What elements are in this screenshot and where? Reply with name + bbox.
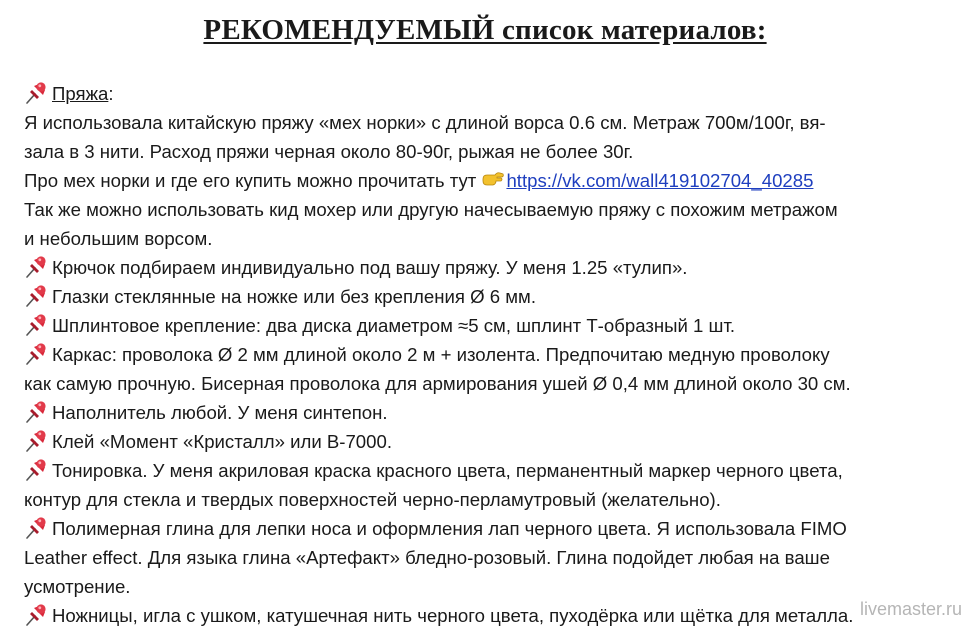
list-item-joint bbox=[24, 311, 964, 340]
eyes-text: Глазки стеклянные на ножке или без крепления Ø 6 мм. bbox=[52, 286, 536, 307]
glue-text: Клей «Момент «Кристалл» или В-7000. bbox=[52, 431, 392, 452]
joint-text: Шплинтовое крепление: два диска диаметром ≈5 см, шплинт Т-образный 1 шт. bbox=[52, 315, 736, 336]
pushpin-icon bbox=[24, 255, 48, 279]
list-item-frame bbox=[24, 340, 964, 369]
filler-text: Наполнитель любой. У меня синтепон. bbox=[52, 402, 388, 423]
toning-text: Тонировка. У меня акриловая краска красного цвета, перманентный маркер черного цвета, bbox=[52, 460, 843, 481]
hook-text: Крючок подбираем индивидуально под вашу пряжу. У меня 1.25 «тулип». bbox=[52, 257, 688, 278]
pushpin-icon bbox=[24, 342, 48, 366]
yarn-text-line: Так же можно использовать кид мохер или другую начесываемую пряжу с похожим метражом bbox=[24, 199, 838, 220]
pointing-hand-icon bbox=[481, 170, 505, 188]
tools-text: Ножницы, игла с ушком, катушечная нить черного цвета, пуходёрка или щётка для металла. bbox=[52, 605, 854, 626]
yarn-label: Пряжа bbox=[52, 83, 109, 104]
pushpin-icon bbox=[24, 313, 48, 337]
watermark: livemaster.ru bbox=[859, 599, 962, 619]
yarn-colon: : bbox=[108, 83, 114, 104]
pushpin-icon bbox=[24, 458, 48, 482]
pushpin-icon bbox=[24, 603, 48, 627]
yarn-text-line: и небольшим ворсом. bbox=[24, 228, 213, 249]
yarn-text-line bbox=[24, 166, 964, 195]
pushpin-icon bbox=[24, 429, 48, 453]
list-item-eyes bbox=[24, 282, 964, 311]
clay-text-line: Leather effect. Для языка глина «Артефакт» бледно-розовый. Глина подойдет любая на ваше bbox=[24, 547, 830, 568]
page-title: РЕКОМЕНДУЕМЫЙ список материалов: bbox=[203, 14, 767, 46]
frame-text: Каркас: проволока Ø 2 мм длиной около 2 м + изолента. Предпочитаю медную проволоку bbox=[52, 344, 830, 365]
pushpin-icon bbox=[24, 284, 48, 308]
yarn-text-line: зала в 3 нити. Расход пряжи черная около 80-90г, рыжая не более 30г. bbox=[24, 141, 634, 162]
clay-text: Полимерная глина для лепки носа и оформления лап черного цвета. Я использовала FIMO bbox=[52, 518, 847, 539]
clay-text-line: усмотрение. bbox=[24, 576, 131, 597]
list-item-hook bbox=[24, 253, 964, 282]
frame-text-line: как самую прочную. Бисерная проволока для армирования ушей Ø 0,4 мм длиной около 30 см. bbox=[24, 373, 851, 394]
pushpin-icon bbox=[24, 81, 48, 105]
materials-list bbox=[24, 79, 964, 630]
list-item-toning bbox=[24, 456, 964, 485]
pushpin-icon bbox=[24, 516, 48, 540]
yarn-text-line: Я использовала китайскую пряжу «мех норки» с длиной ворса 0.6 см. Метраж 700м/100г, вя- bbox=[24, 112, 826, 133]
toning-text-line: контур для стекла и твердых поверхностей черно-перламутровый (желательно). bbox=[24, 489, 721, 510]
yarn-link-intro: Про мех норки и где его купить можно прочитать тут bbox=[24, 170, 482, 191]
list-item-yarn bbox=[24, 79, 964, 108]
list-item-glue bbox=[24, 427, 964, 456]
vk-link[interactable]: https://vk.com/wall419102704_40285 bbox=[506, 170, 814, 191]
list-item-filler bbox=[24, 398, 964, 427]
list-item-clay bbox=[24, 514, 964, 543]
pushpin-icon bbox=[24, 400, 48, 424]
